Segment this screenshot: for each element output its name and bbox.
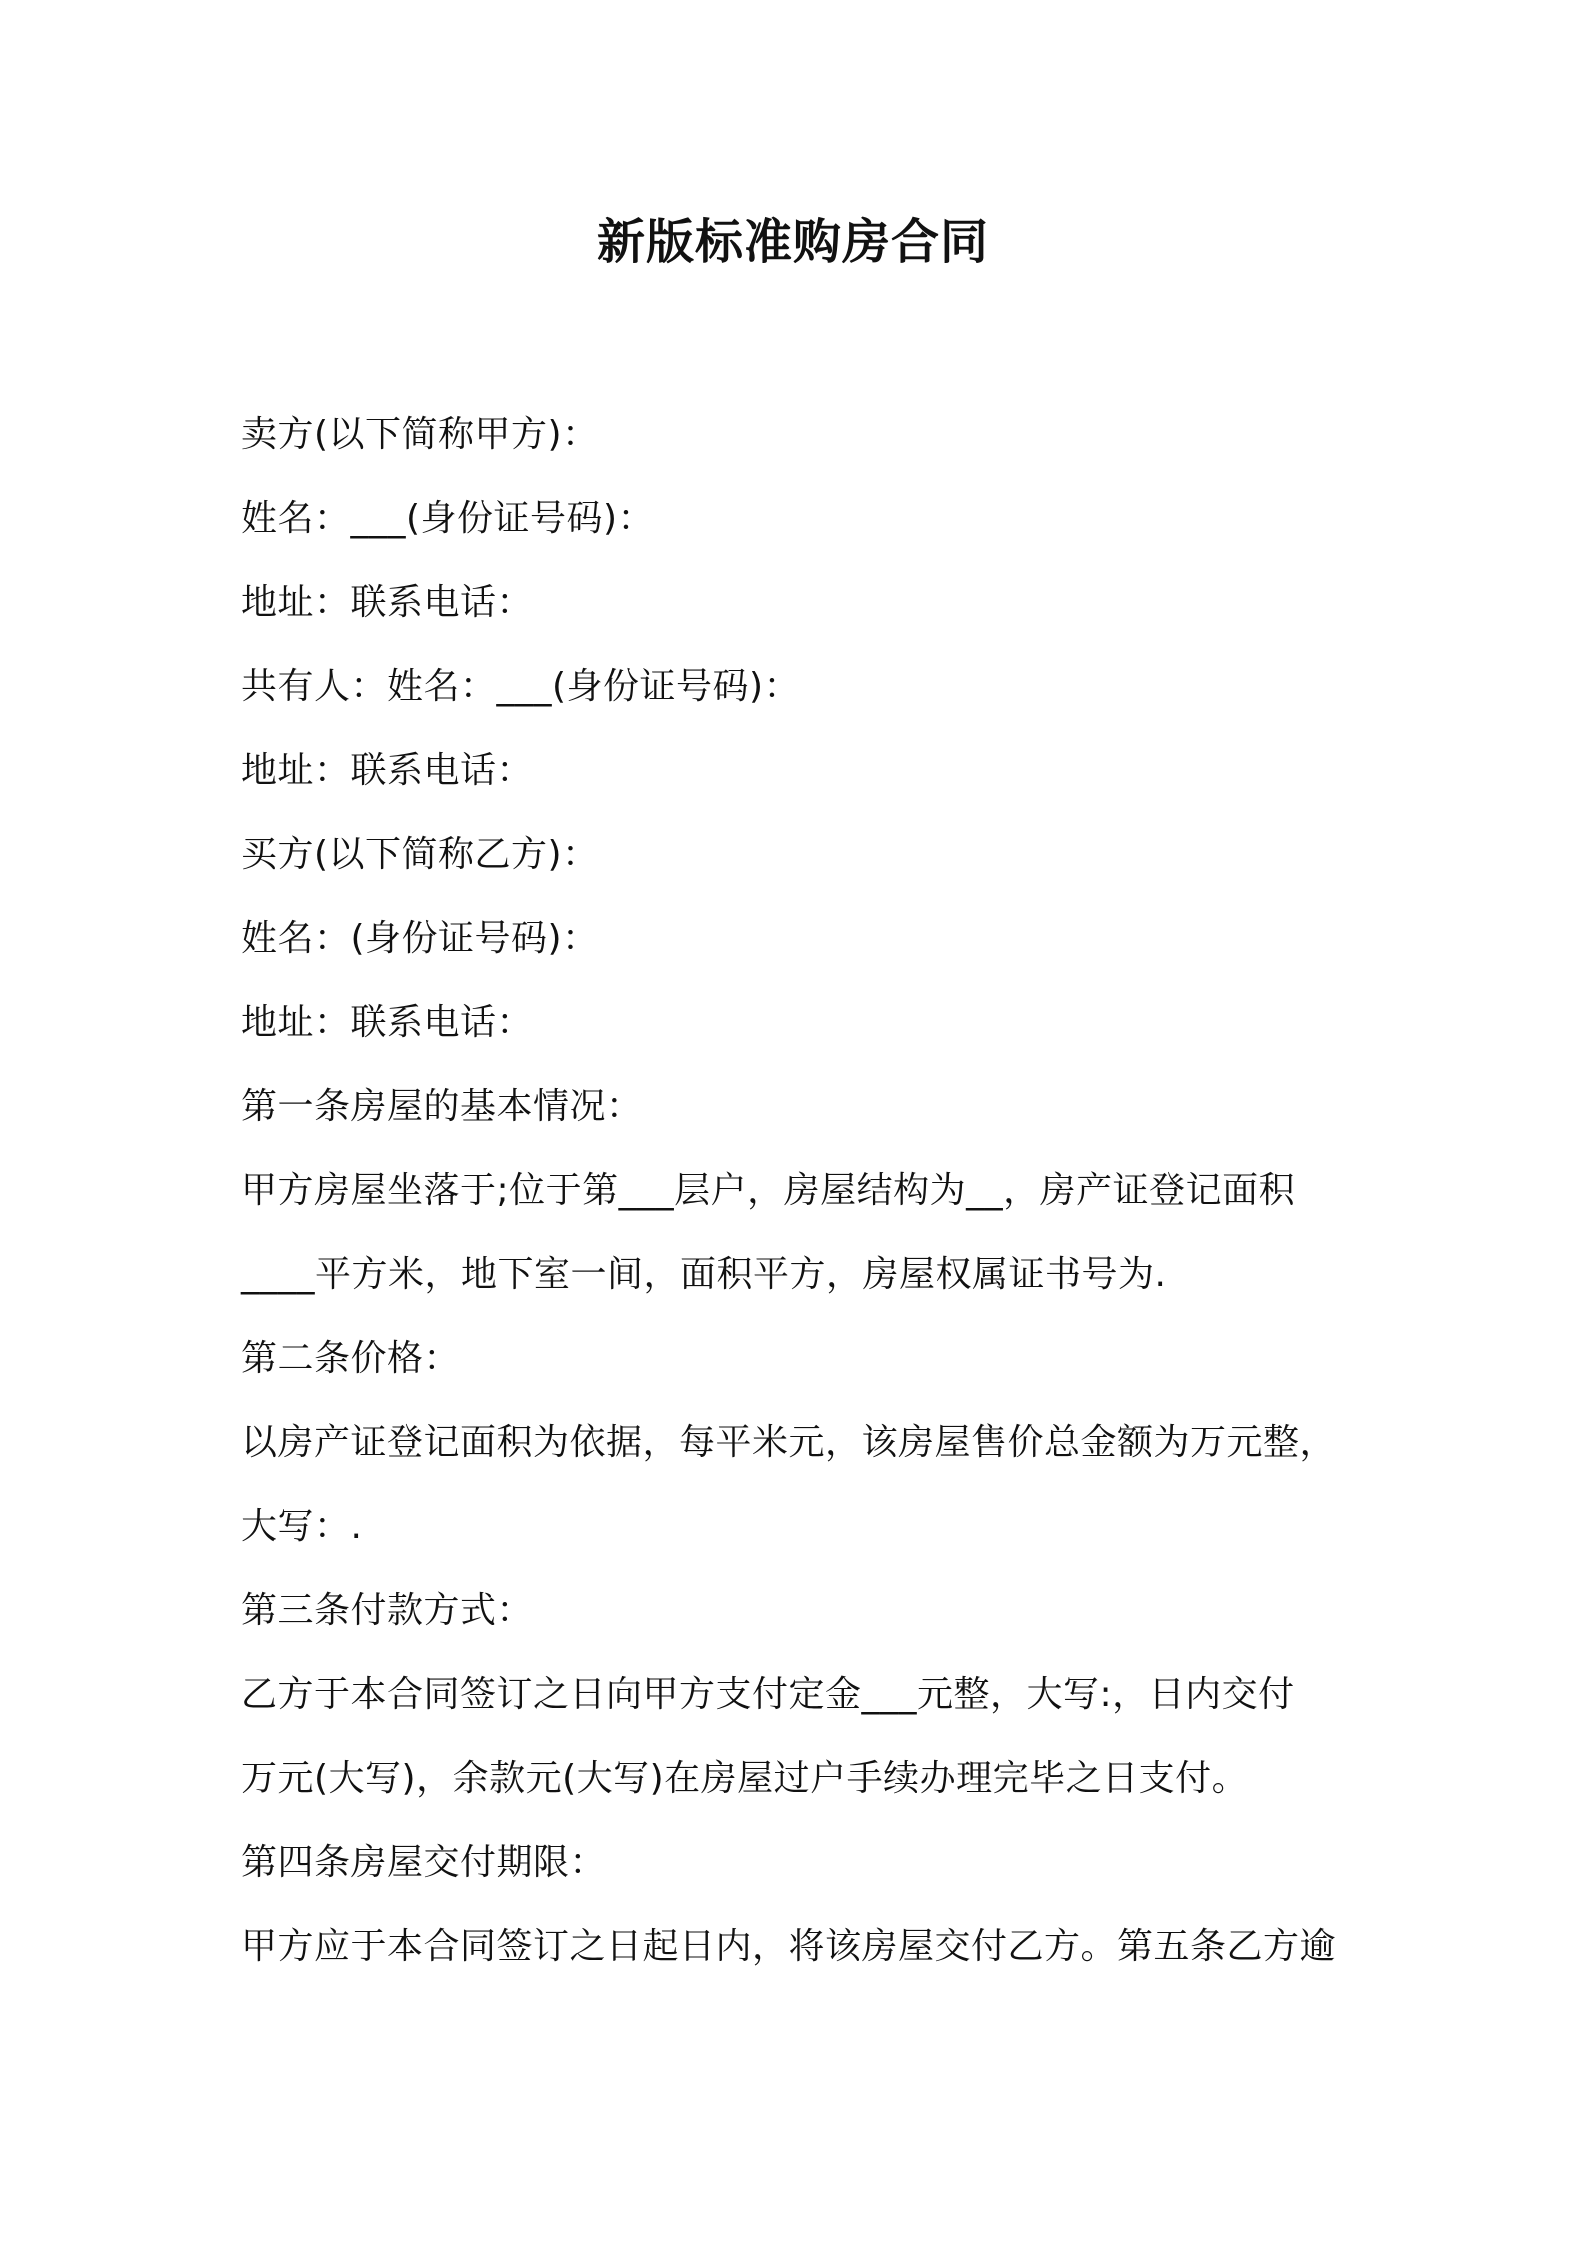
buyer-heading: 买方(以下简称乙方)： bbox=[241, 834, 599, 875]
article-1-text-line-2: ____平方米，地下室一间，面积平方，房屋权属证书号为. bbox=[241, 1254, 1167, 1295]
co-owner-name-line: 共有人：姓名：___(身份证号码)： bbox=[241, 666, 801, 707]
document-title: 新版标准购房合同 bbox=[596, 214, 989, 270]
seller-address-line: 地址：联系电话： bbox=[241, 582, 534, 623]
article-4-text-line-1: 甲方应于本合同签订之日起日内，将该房屋交付乙方。第五条乙方逾 bbox=[241, 1926, 1337, 1967]
document-body bbox=[241, 405, 1361, 2001]
co-owner-address-line: 地址：联系电话： bbox=[241, 750, 534, 791]
buyer-name-line: 姓名：(身份证号码)： bbox=[241, 918, 599, 959]
article-1-text-line-1: 甲方房屋坐落于;位于第___层户，房屋结构为__，房产证登记面积 bbox=[241, 1170, 1296, 1211]
article-4-heading: 第四条房屋交付期限： bbox=[241, 1842, 607, 1883]
article-2-text-line-2: 大写：. bbox=[241, 1506, 363, 1547]
buyer-address-line: 地址：联系电话： bbox=[241, 1002, 534, 1043]
article-3-heading: 第三条付款方式： bbox=[241, 1590, 534, 1631]
article-2-text-line-1: 以房产证登记面积为依据，每平米元，该房屋售价总金额为万元整， bbox=[241, 1422, 1337, 1463]
seller-name-line: 姓名：___(身份证号码)： bbox=[241, 498, 655, 539]
article-3-text-line-1: 乙方于本合同签订之日向甲方支付定金___元整，大写:，日内交付 bbox=[241, 1674, 1295, 1715]
seller-heading: 卖方(以下简称甲方)： bbox=[241, 414, 599, 455]
article-1-heading: 第一条房屋的基本情况： bbox=[241, 1086, 643, 1127]
article-2-heading: 第二条价格： bbox=[241, 1338, 461, 1379]
article-3-text-line-2: 万元(大写)，余款元(大写)在房屋过户手续办理完毕之日支付。 bbox=[241, 1758, 1249, 1799]
